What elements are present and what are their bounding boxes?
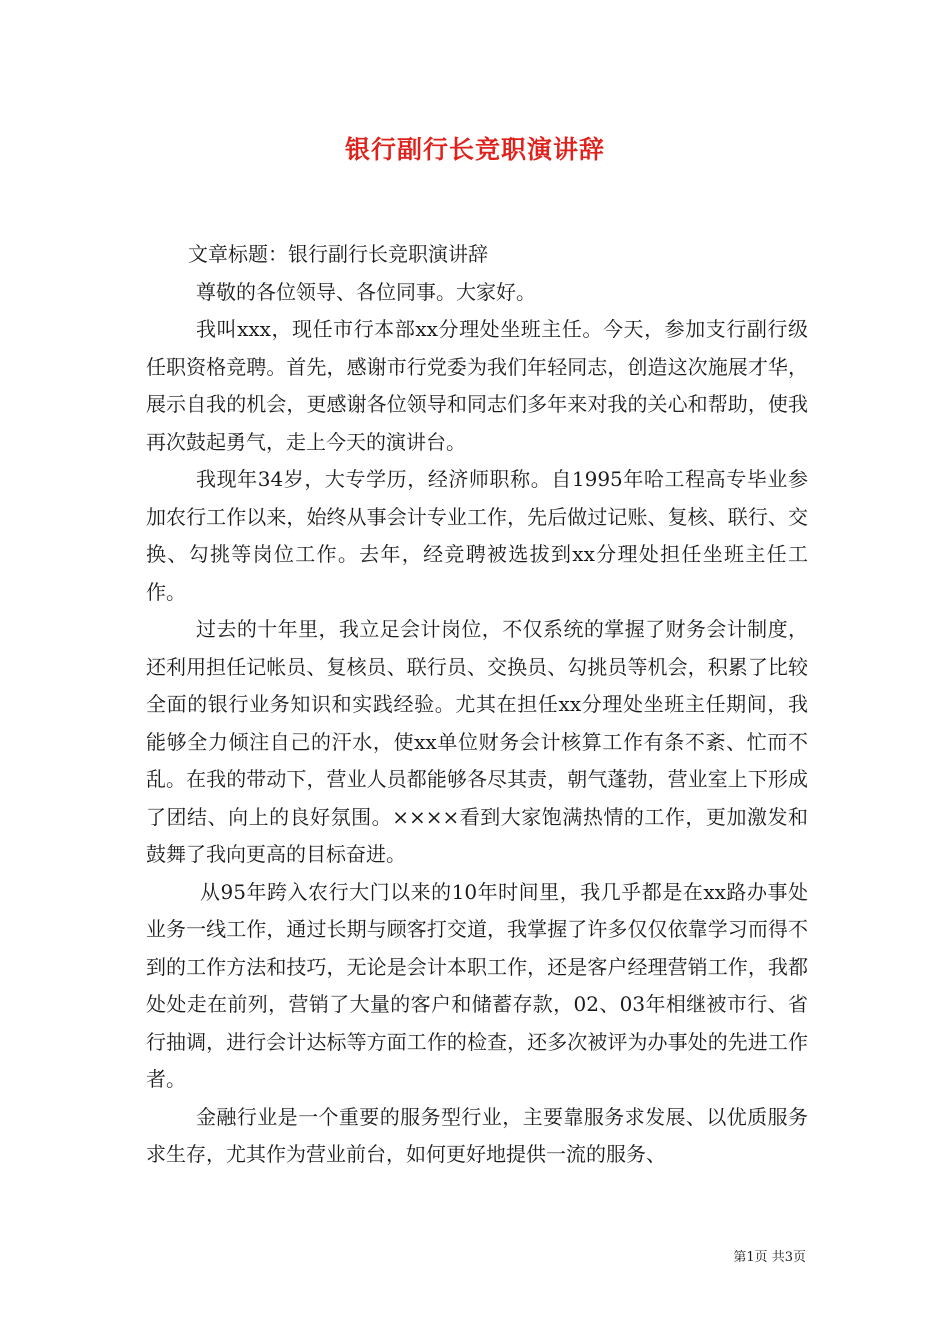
body-paragraph: 金融行业是一个重要的服务型行业，主要靠服务求发展、以优质服务求生存，尤其作为营业前台，如何更好地提供一流的服务、 [146,1104,808,1166]
page-number: 第1页 共3页 [733,1250,806,1265]
greeting-paragraph: 尊敬的各位领导、各位同事。大家好。 [196,279,536,304]
document-body [146,236,808,1174]
document-title: 银行副行长竞职演讲辞 [344,135,605,164]
body-paragraph: 从95年跨入农行大门以来的10年时间里，我几乎都是在xx路办事处业务一线工作，通过长期与顾客打交道，我掌握了许多仅仅依靠学习而得不到的工作方法和技巧，无论是会计本职工作，还是客户经理营销工作，我都处处走在前列，营销了大量的客户和储蓄存款，02、03年相继被市行、省行抽调，进行会计达标等方面工作的检查，还多次被评为办事处的先进工作者。 [146,879,808,1091]
body-paragraph: 我现年34岁，大专学历，经济师职称。自1995年哈工程高专毕业参加农行工作以来，始终从事会计专业工作，先后做过记账、复核、联行、交换、勾挑等岗位工作。去年，经竞聘被选拔到xx分理处担任坐班主任工作。 [146,467,808,604]
body-paragraph: 我叫xxx，现任市行本部xx分理处坐班主任。今天，参加支行副行级任职资格竞聘。首先，感谢市行党委为我们年轻同志，创造这次施展才华，展示自我的机会，更感谢各位领导和同志们多年来对我的关心和帮助，使我再次鼓起勇气，走上今天的演讲台。 [146,317,808,454]
article-title-line: 文章标题：银行副行长竞职演讲辞 [188,242,488,266]
body-paragraph: 过去的十年里，我立足会计岗位，不仅系统的掌握了财务会计制度，还利用担任记帐员、复核员、联行员、交换员、勾挑员等机会，积累了比较全面的银行业务知识和实践经验。尤其在担任xx分理处坐班主任期间，我能够全力倾注自己的汗水，使xx单位财务会计核算工作有条不紊、忙而不乱。在我的带动下，营业人员都能够各尽其责，朝气蓬勃，营业室上下形成了团结、向上的良好氛围。××××看到大家饱满热情的工作，更加激发和鼓舞了我向更高的目标奋进。 [146,617,808,866]
